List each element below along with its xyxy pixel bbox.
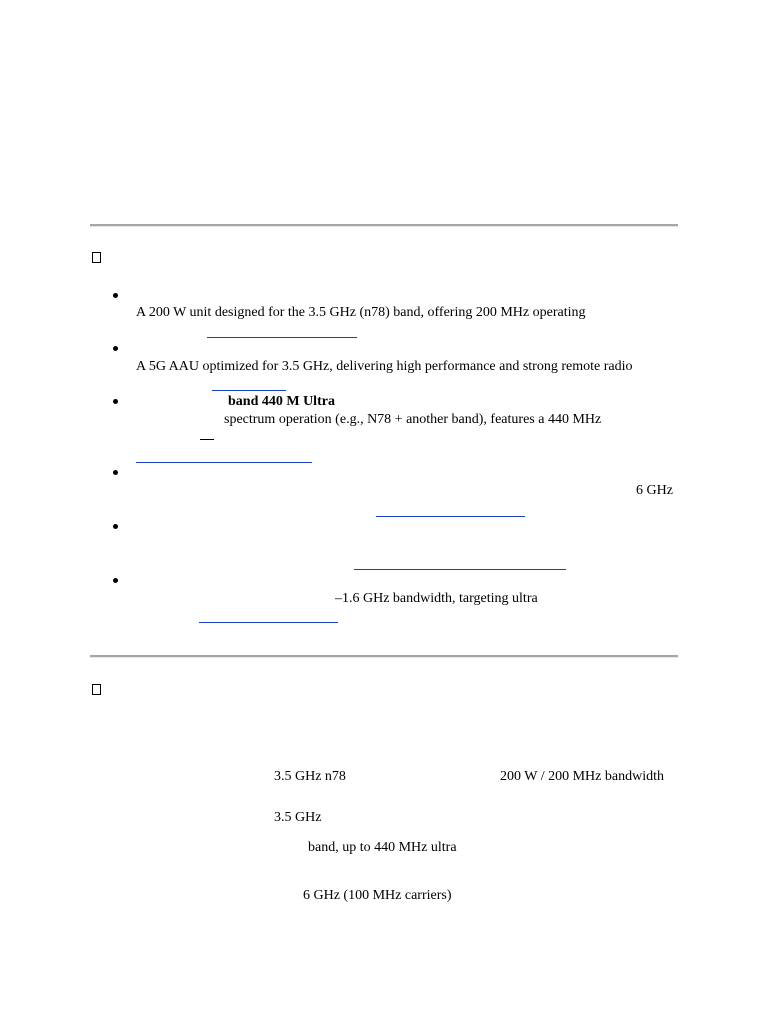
row-2-col-1: 3.5 GHz [274,810,322,825]
bullet-1 [113,293,118,298]
missing-glyph-icon [92,252,101,263]
missing-glyph-icon-2 [92,684,101,695]
section-divider-middle [90,655,678,658]
item-3-dash [200,439,214,440]
item-1-text: A 200 W unit designed for the 3.5 GHz (n78) band, offering 200 MHz operating [136,305,586,320]
item-3-bold: band 440 M Ultra [228,394,335,409]
item-6-link[interactable] [199,622,338,623]
bullet-6 [113,578,118,583]
bullet-4 [113,470,118,475]
bullet-5 [113,524,118,529]
item-1-link[interactable] [207,337,357,338]
item-4-text: 6 GHz [636,483,673,498]
bullet-2 [113,346,118,351]
item-2-text: A 5G AAU optimized for 3.5 GHz, delivering high performance and strong remote radio [136,359,633,374]
item-3-link[interactable] [136,462,312,463]
row-1-col-2: 200 W / 200 MHz bandwidth [500,769,664,784]
section-divider-top [90,224,678,227]
bullet-3 [113,399,118,404]
row-3-col-1: band, up to 440 MHz ultra [308,840,457,855]
item-2-link[interactable] [212,390,286,391]
item-6-text: –1.6 GHz bandwidth, targeting ultra [335,591,538,606]
item-5-link[interactable] [354,569,566,570]
item-4-link[interactable] [376,516,525,517]
row-4-col-1: 6 GHz (100 MHz carriers) [303,888,452,903]
row-1-col-1: 3.5 GHz n78 [274,769,346,784]
item-3-text: spectrum operation (e.g., N78 + another band), features a 440 MHz [224,412,602,427]
